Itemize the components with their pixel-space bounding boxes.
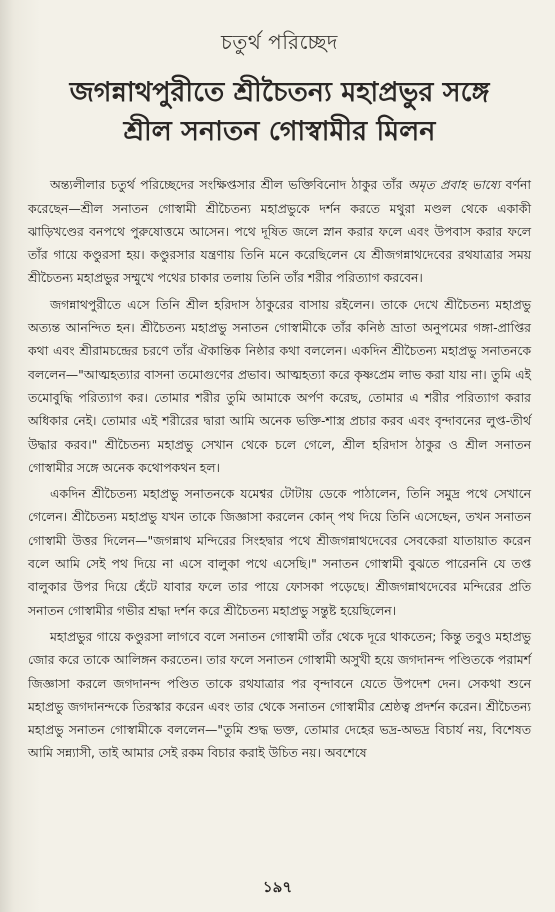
paragraph-2: জগন্নাথপুরীতে এসে তিনি শ্রীল হরিদাস ঠাকুরের বাসায় রইলেন। তাকে দেখে শ্রীচৈতন্য মহাপ্রভু অত্যন্ত আনন্দিত হন। শ্রীচৈতন্য মহাপ্রভু সনাতন গোস্বামীকে তাঁর কনিষ্ঠ ভ্রাতা অনুপমের গঙ্গা-প্রাপ্তির কথা এবং শ্রীরামচন্দ্রের চরণে তাঁর ঐকান্তিক নিষ্ঠার কথা বললেন। একদিন শ্রীচৈতন্য মহাপ্রভু সনাতনকে বললেন—"আত্মহত্যার বাসনা তমোগুণের প্রভাব। আত্মহত্যা করে কৃষ্ণপ্রেম লাভ করা যায় না। তুমি এই তমোবুদ্ধি পরিত্যাগ কর। তোমার শরীর তুমি আমাকে অর্পণ করেছ, তোমার এ শরীর পরিত্যাগ করার অধিকার নেই। তোমার এই শরীরের দ্বারা আমি অনেক ভক্তি-শাস্ত্র প্রচার করব এবং বৃন্দাবনের লুপ্ত-তীর্থ উদ্ধার করব।" শ্রীচৈতন্য মহাপ্রভু সেখান থেকে চলে গেলে, শ্রীল হরিদাস ঠাকুর ও শ্রীল সনাতন গোস্বামীর সঙ্গে অনেক কথোপকথন হল।	[28, 296, 531, 475]
page-number: ১৯৭	[262, 878, 293, 896]
chapter-heading: চতুর্থ পরিচ্ছেদ	[221, 30, 338, 54]
body-text	[28, 173, 531, 764]
paragraph-1-part-1: অন্ত্যলীলার চতুর্থ পরিচ্ছেদের সংক্ষিপ্তসার শ্রীল ভক্তিবিনোদ ঠাকুর তাঁর	[50, 177, 408, 193]
chapter-title-line-1: জগন্নাথপুরীতে শ্রীচৈতন্য মহাপ্রভুর সঙ্গে	[69, 77, 490, 108]
paragraph-1-part-2: বর্ণনা করেছেন—শ্রীল সনাতন গোস্বামী শ্রীচৈতন্য মহাপ্রভুকে দর্শন করতে মথুরা মণ্ডল থেকে একাকী ঝাড়িখণ্ডের বনপথে পুরুষোত্তমে আসেন। পথে দূষিত জলে স্নান করার ফলে এবং উপবাস করার ফলে তাঁর গায়ে কণ্ডুরসা হয়। কণ্ডুরসার যন্ত্রণায় তিনি মনে করেছিলেন যে শ্রীজগন্নাথদেবের রথযাত্রার সময় শ্রীচৈতন্য মহাপ্রভুর সম্মুখে পথের চাকার তলায় তিনি তাঁর শরীর পরিত্যাগ করবেন।	[28, 177, 531, 286]
paragraph-4: মহাপ্রভুর গায়ে কণ্ডুরসা লাগবে বলে সনাতন গোস্বামী তাঁর থেকে দূরে থাকতেন; কিন্তু তবুও মহাপ্রভু জোর করে তাকে আলিঙ্গন করতেন। তার ফলে সনাতন গোস্বামী অসুখী হয়ে জগদানন্দ পণ্ডিতকে পরামর্শ জিজ্ঞাসা করলে জগদানন্দ পণ্ডিত তাকে রথযাত্রার পর বৃন্দাবনে যেতে উপদেশ দেন। সেকথা শুনে মহাপ্রভু জগদানন্দকে তিরস্কার করেন এবং তার থেকে সনাতন গোস্বামীর শ্রেষ্ঠত্ব প্রদর্শন করেন। শ্রীচৈতন্য মহাপ্রভু সনাতন গোস্বামীকে বললেন—"তুমি শুদ্ধ ভক্ত, তোমার দেহের ভদ্র-অভদ্র বিচার্য নয়, বিশেষত আমি সন্ন্যাসী, তাই আমার সেই রকম বিচার করাই উচিত নয়। অবশেষে	[28, 628, 531, 761]
chapter-title-line-2: শ্রীল সনাতন গোস্বামীর মিলন	[123, 116, 436, 148]
chapter-title	[28, 73, 531, 151]
paragraph-1	[28, 173, 531, 289]
paragraph-3: একদিন শ্রীচৈতন্য মহাপ্রভু সনাতনকে যমেশ্বর টোটায় ডেকে পাঠালেন, তিনি সমুদ্র পথে সেখানে গেলেন। শ্রীচৈতন্য মহাপ্রভু যখন তাকে জিজ্ঞাসা করলেন কোন্ পথ দিয়ে তিনি এসেছেন, তখন সনাতন গোস্বামী উত্তর দিলেন—"জগন্নাথ মন্দিরের সিংহদ্বার পথে শ্রীজগন্নাথদেবের সেবকেরা যাতায়াত করেন বলে আমি সেই পথ দিয়ে না এসে বালুকা পথে এসেছি।" সনাতন গোস্বামী বুঝতে পারেননি যে তপ্ত বালুকার উপর দিয়ে হেঁটে যাবার ফলে তার পায়ে ফোসকা পড়েছে। শ্রীজগন্নাথদেবের মন্দিরের প্রতি সনাতন গোস্বামীর গভীর শ্রদ্ধা দর্শন করে শ্রীচৈতন্য মহাপ্রভু সন্তুষ্ট হয়েছিলেন।	[28, 486, 531, 618]
paragraph-1-emphasis: অমৃত প্রবাহ ভাষ্যে	[407, 177, 501, 193]
